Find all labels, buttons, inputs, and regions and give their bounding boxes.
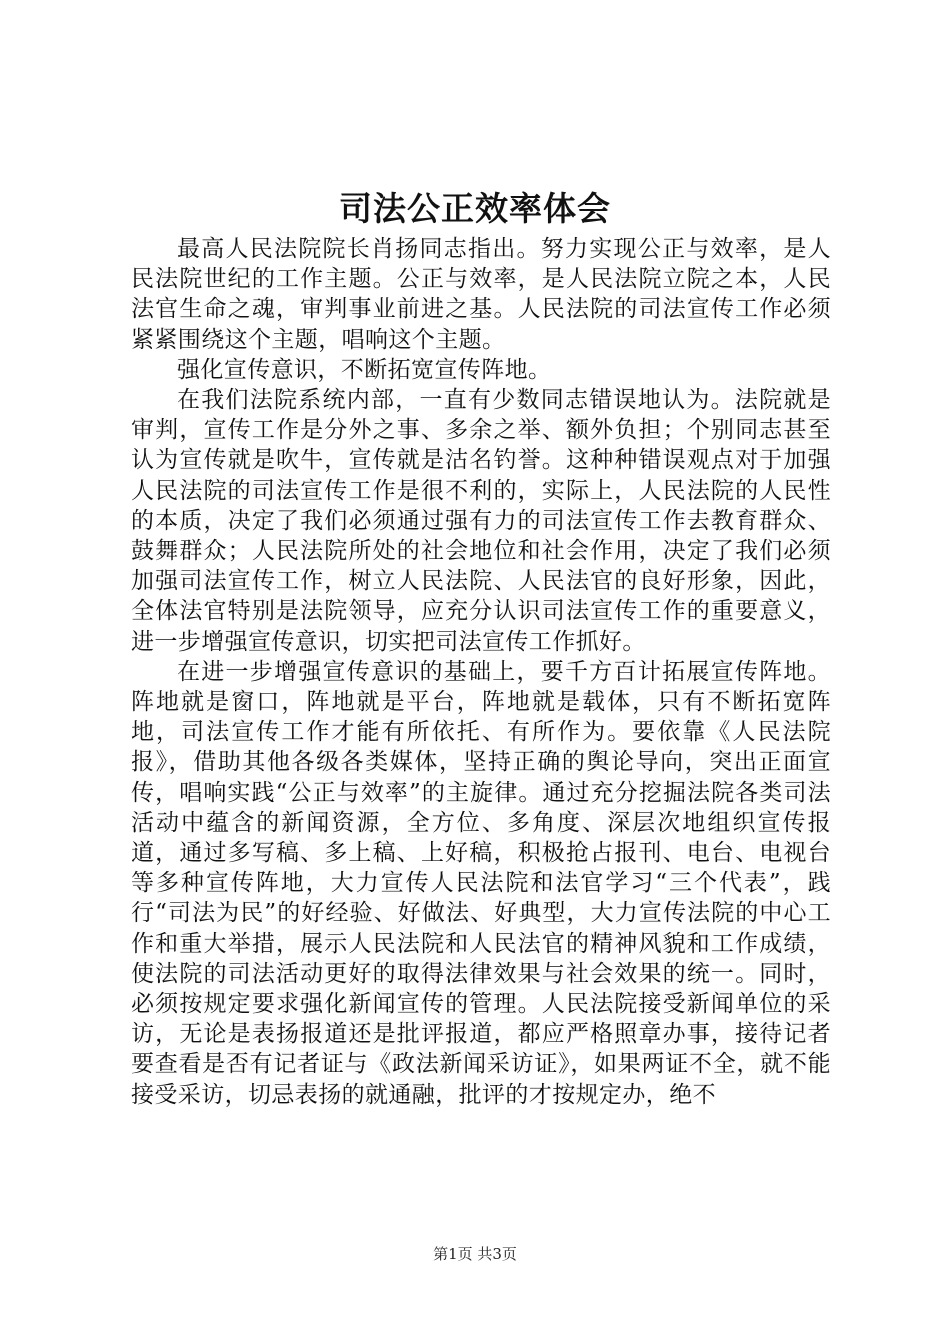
document-title: 司法公正效率体会 — [339, 189, 611, 228]
document-body — [131, 234, 831, 1110]
paragraph-awareness: 在我们法院系统内部，一直有少数同志错误地认为。法院就是审判，宣传工作是分外之事、多余之举、额外负担；个别同志甚至认为宣传就是吹牛，宣传就是沽名钓誉。这种种错误观点对于加强人民法院的司法宣传工作是很不利的，实际上，人民法院的人民性的本质，决定了我们必须通过强有力的司法宣传工作去教育群众、鼓舞群众；人民法院所处的社会地位和社会作用，决定了我们必须加强司法宣传工作，树立人民法院、人民法官的良好形象，因此，全体法官特别是法院领导，应充分认识司法宣传工作的重要意义，进一步增强宣传意识，切实把司法宣传工作抓好。 — [131, 387, 831, 655]
paragraph-intro: 最高人民法院院长肖扬同志指出。努力实现公正与效率，是人民法院世纪的工作主题。公正与效率，是人民法院立院之本，人民法官生命之魂，审判事业前进之基。人民法院的司法宣传工作必须紧紧围绕这个主题，唱响这个主题。 — [131, 236, 831, 353]
page-footer: 第1页 共3页 — [433, 1245, 517, 1263]
paragraph-expansion: 在进一步增强宣传意识的基础上，要千方百计拓展宣传阵地。阵地就是窗口，阵地就是平台，阵地就是载体，只有不断拓宽阵地，司法宣传工作才能有所依托、有所作为。要依靠《人民法院报》，借助其他各级各类媒体，坚持正确的舆论导向，突出正面宣传，唱响实践“公正与效率”的主旋律。通过充分挖掘法院各类司法活动中蕴含的新闻资源，全方位、多角度、深层次地组织宣传报道，通过多写稿、多上稿、上好稿，积极抢占报刊、电台、电视台等多种宣传阵地，大力宣传人民法院和法官学习“三个代表”，践行“司法为民”的好经验、好做法、好典型，大力宣传法院的中心工作和重大举措，展示人民法院和人民法官的精神风貌和工作成绩，使法院的司法活动更好的取得法律效果与社会效果的统一。同时，必须按规定要求强化新闻宣传的管理。人民法院接受新闻单位的采访，无论是表扬报道还是批评报道，都应严格照章办事，接待记者要查看是否有记者证与《政法新闻采访证》，如果两证不全，就不能接受采访，切忌表扬的就通融，批评的才按规定办，绝不 — [131, 658, 831, 1108]
paragraph-heading: 强化宣传意识，不断拓宽宣传阵地。 — [177, 356, 552, 383]
